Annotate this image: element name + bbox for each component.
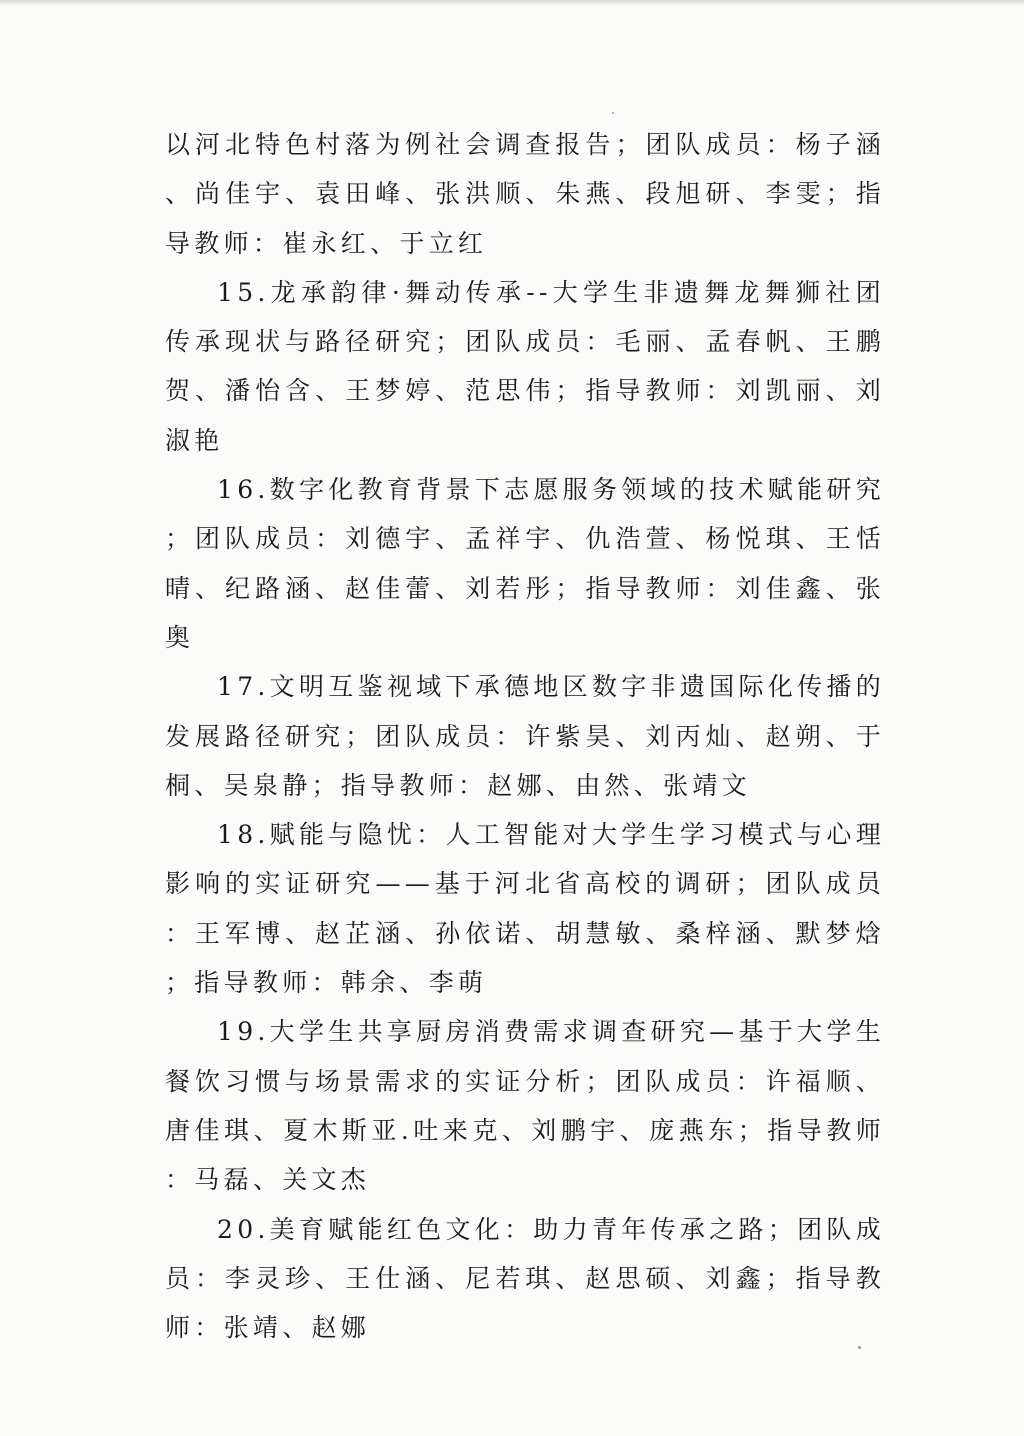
paragraph-item-19: 19.大学生共享厨房消费需求调查研究—基于大学生餐饮习惯与场景需求的实证分析；团队成员：许福顺、唐佳琪、夏木斯亚.吐来克、刘鹏宇、庞燕东；指导教师：马磊、关文杰 <box>165 1017 885 1195</box>
paragraph-item-16: 16.数字化教育背景下志愿服务领域的技术赋能研究；团队成员：刘德宇、孟祥宇、仇浩萱、杨悦琪、王恬晴、纪路涵、赵佳蕾、刘若彤；指导教师：刘佳鑫、张奥 <box>165 475 885 652</box>
scan-top-edge <box>0 0 1024 6</box>
paragraph-item-18: 18.赋能与隐忧：人工智能对大学生学习模式与心理影响的实证研究——基于河北省高校的调研；团队成员：王军博、赵芷涵、孙依诺、胡慧敏、桑梓涵、默梦焓；指导教师：韩余、李萌 <box>165 820 885 998</box>
paragraph-14-continued: 以河北特色村落为例社会调查报告；团队成员：杨子涵、尚佳宇、袁田峰、张洪顺、朱燕、段旭研、李雯；指导教师：崔永红、于立红 <box>165 130 885 258</box>
document-body <box>165 120 885 1352</box>
paragraph-item-20: 20.美育赋能红色文化：助力青年传承之路；团队成员：李灵珍、王仕涵、尼若琪、赵思硕、刘鑫；指导教师：张靖、赵娜 <box>165 1214 885 1343</box>
scan-speck <box>858 1346 861 1349</box>
paragraph-item-17: 17.文明互鉴视域下承德地区数字非遗国际化传播的发展路径研究；团队成员：许紫昊、刘丙灿、赵朔、于桐、吴泉静；指导教师：赵娜、由然、张靖文 <box>165 672 885 800</box>
paragraph-item-15: 15.龙承韵律·舞动传承--大学生非遗舞龙舞狮社团传承现状与路径研究；团队成员：毛丽、孟春帆、王鹏贺、潘怡含、王梦婷、范思伟；指导教师：刘凯丽、刘淑艳 <box>165 277 885 455</box>
scan-speck <box>612 112 614 114</box>
